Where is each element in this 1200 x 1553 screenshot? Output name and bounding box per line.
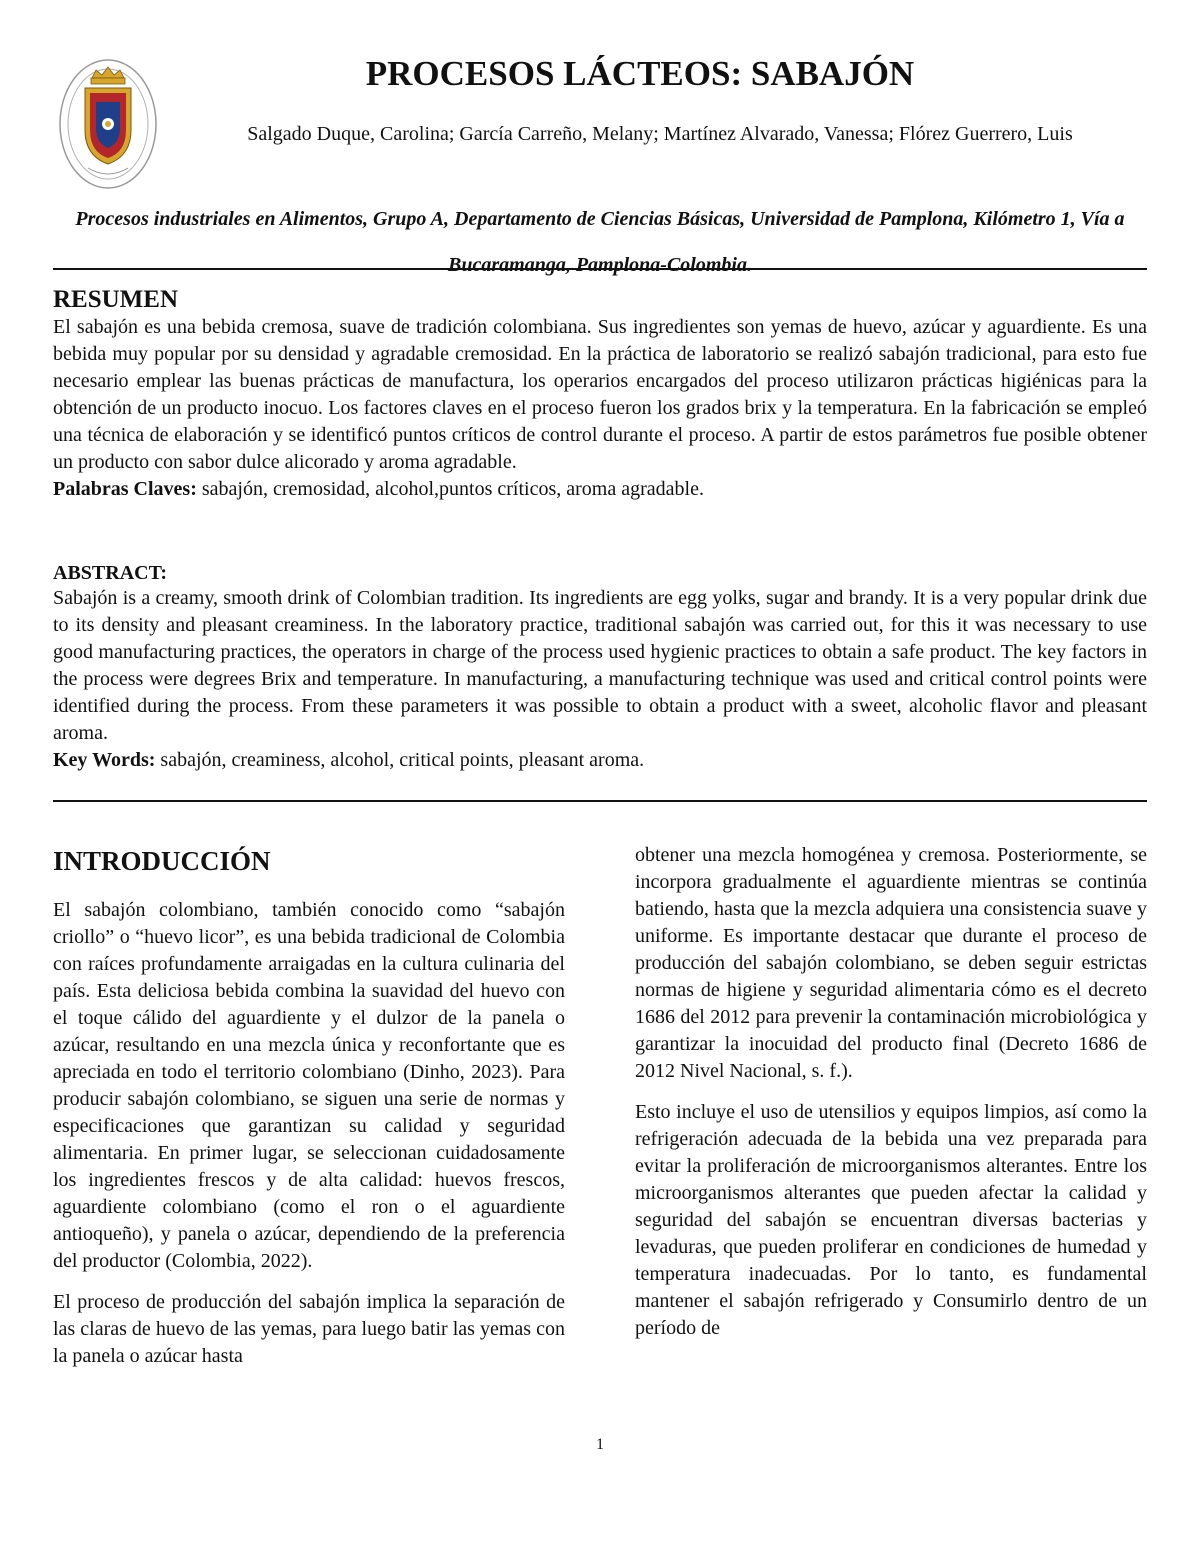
resumen-keywords-list: sabajón, cremosidad, alcohol,puntos críticos, aroma agradable. [196, 478, 704, 500]
resumen-section [53, 286, 1147, 503]
page-number: 1 [596, 1436, 604, 1453]
intro-paragraph-1: El sabajón colombiano, también conocido como “sabajón criollo” o “huevo licor”, es una bebida tradicional de Colombia con raíces profundamente arraigadas en la cultura culinaria del país. Esta deliciosa bebida combina la suavidad del huevo con el toque cálido del aguardiente y el dulzor de la panela o azúcar, resultando en una mezcla única y reconfortante que es apreciada en todo el territorio colombiano (Dinho, 2023). Para producir sabajón colombiano, se siguen una serie de normas y especificaciones que garantizan su calidad y seguridad alimentaria. En primer lugar, se seleccionan cuidadosamente los ingredientes frescos y de alta calidad: huevos frescos, aguardiente colombiano (como el ron o el aguardiente antioqueño), y panela o azúcar, dependiendo de la preferencia del productor (Colombia, 2022). [53, 899, 565, 1272]
intro-paragraph-3: obtener una mezcla homogénea y cremosa. Posteriormente, se incorpora gradualmente el aguardiente mientras se continúa batiendo, hasta que la mezcla adquiera una consistencia suave y uniforme. Es importante destacar que durante el proceso de producción del sabajón colombiano, se deben seguir estrictas normas de higiene y seguridad alimentaria cómo es el decreto 1686 del 2012 para prevenir la contaminación microbiológica y garantizar la inocuidad del producto final (Decreto 1686 de 2012 Nivel Nacional, s. f.). [635, 844, 1147, 1082]
abstract-section [53, 562, 1147, 774]
abstract-keywords [53, 747, 1147, 774]
intro-paragraph-4: Esto incluye el uso de utensilios y equipos limpios, así como la refrigeración adecuada de la bebida una vez preparada para evitar la proliferación de microorganismos alterantes. Entre los microorganismos alterantes que pueden afectar la calidad y seguridad del sabajón se encuentran diversas bacterias y levaduras, que pueden proliferar en condiciones de humedad y temperatura inadecuadas. Por lo tanto, es fundamental mantener el sabajón refrigerado y Consumirlo dentro de un período de [635, 1101, 1147, 1339]
header-divider [53, 268, 1147, 270]
right-column [635, 842, 1147, 1356]
university-seal-logo [58, 58, 158, 190]
abstract-heading: ABSTRACT: [53, 562, 168, 584]
abstract-text: Sabajón is a creamy, smooth drink of Colombian tradition. Its ingredients are egg yolks, sugar and brandy. It is a very popular drink due to its density and pleasant creaminess. In the laboratory practice, traditional sabajón was carried out, for this it was necessary to use good manufacturing practices, the operators in charge of the process used hygienic practices to obtain a safe product. The key factors in the process were degrees Brix and temperature. In manufacturing, a manufacturing technique was used and critical control points were identified during the process. From these parameters it was possible to obtain a product with a sweet, alcoholic flavor and pleasant aroma. [53, 587, 1147, 744]
resumen-heading: RESUMEN [53, 286, 179, 313]
intro-heading: INTRODUCCIÓN [53, 846, 271, 876]
abstract-keywords-list: sabajón, creaminess, alcohol, critical points, pleasant aroma. [155, 749, 645, 771]
resumen-keywords-label: Palabras Claves: [53, 478, 197, 500]
abstract-keywords-label: Key Words: [53, 749, 156, 771]
resumen-text: El sabajón es una bebida cremosa, suave de tradición colombiana. Sus ingredientes son yemas de huevo, azúcar y aguardiente. Es una bebida muy popular por su densidad y agradable cremosidad. En la práctica de laboratorio se realizó sabajón tradicional, para esto fue necesario emplear las buenas prácticas de manufactura, los operarios encargados del proceso utilizaron prácticas higiénicas para la obtención de un producto inocuo. Los factores claves en el proceso fueron los grados brix y la temperatura. En la fabricación se empleó una técnica de elaboración y se identificó puntos críticos de control durante el proceso. A partir de estos parámetros fue posible obtener un producto con sabor dulce alicorado y aroma agradable. [53, 316, 1147, 473]
resumen-keywords [53, 476, 1147, 503]
author-list: Salgado Duque, Carolina; García Carreño, Melany; Martínez Alvarado, Vanessa; Flórez Guerrero, Luis [247, 123, 1073, 145]
paper-title: PROCESOS LÁCTEOS: SABAJÓN [365, 54, 915, 93]
left-column [53, 842, 565, 1384]
affiliation: Procesos industriales en Alimentos, Grupo A, Departamento de Ciencias Básicas, Universidad de Pamplona, Kilómetro 1, Vía a Bucaramanga, Pamplona-Colombia. [75, 208, 1125, 276]
abstract-divider [53, 800, 1147, 802]
intro-paragraph-2: El proceso de producción del sabajón implica la separación de las claras de huevo de las yemas, para luego batir las yemas con la panela o azúcar hasta [53, 1291, 565, 1367]
